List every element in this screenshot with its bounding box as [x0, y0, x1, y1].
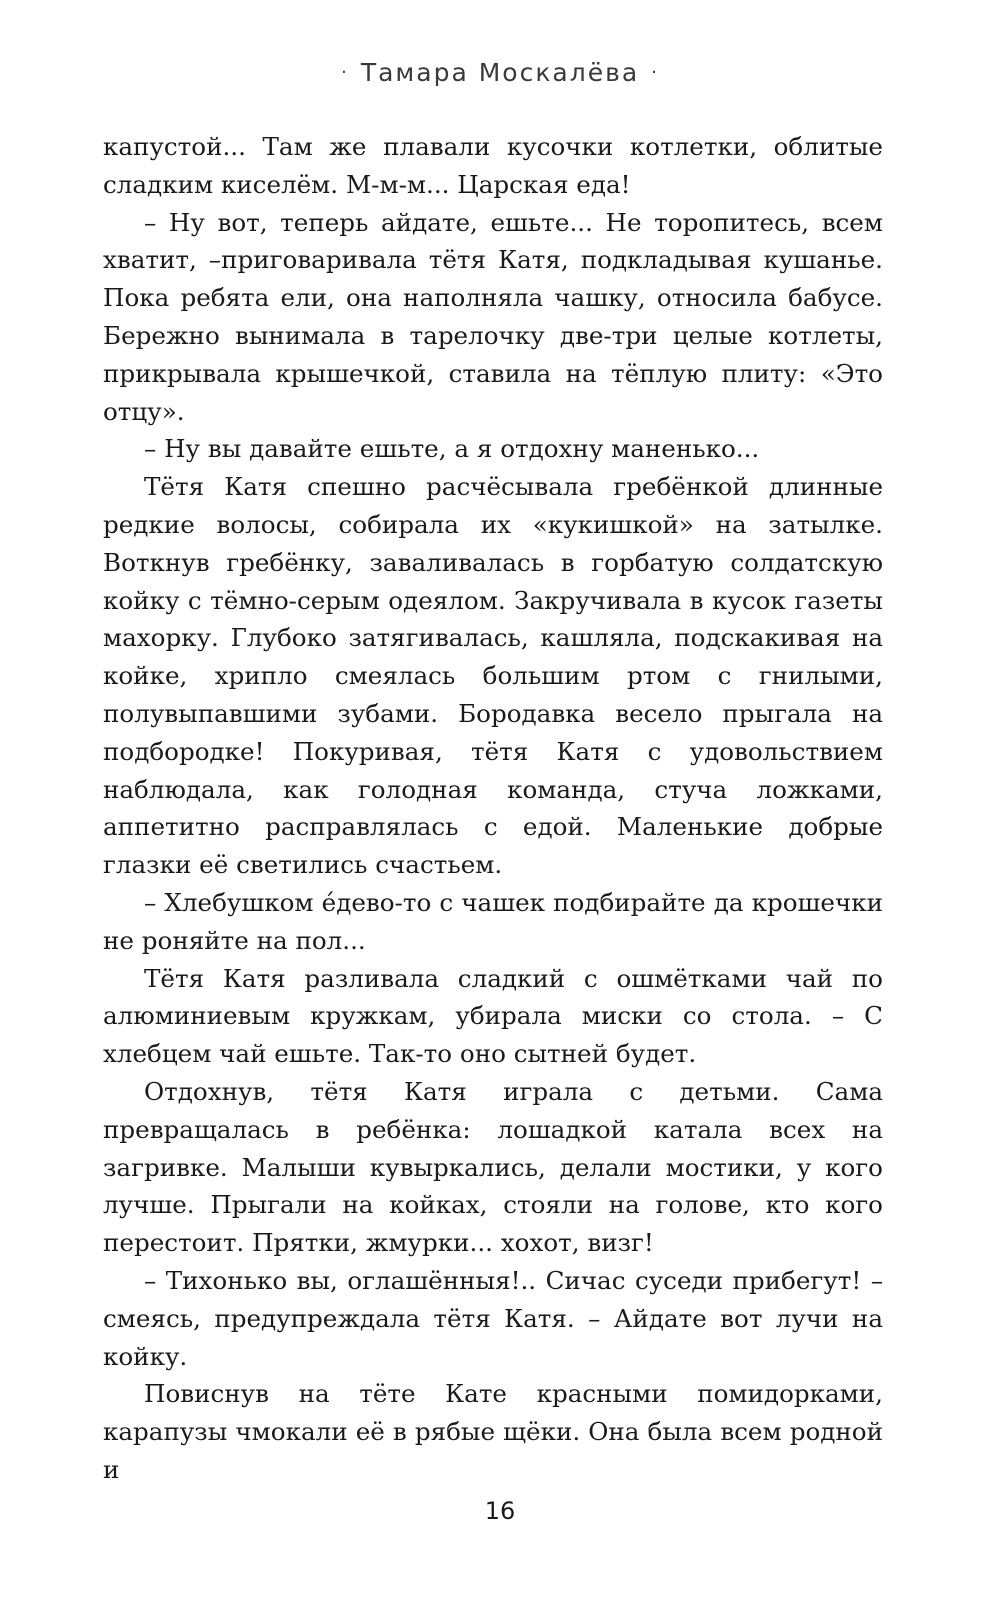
paragraph-8: – Тихонько вы, оглашённыя!.. Сичас суседи прибегут! – смеясь, предупреждала тётя Катя. – Айдате вот лучи на койку.	[103, 1265, 883, 1371]
paragraph-9: Повиснув на тёте Кате красными помидорками, карапузы чмокали её в рябые щёки. Она была всем родной и	[103, 1379, 883, 1484]
author-name: Тамара Москалёва	[360, 58, 640, 87]
page-number: 16	[484, 1497, 516, 1525]
bullet-right: ·	[651, 61, 659, 83]
paragraph-5: – Хлебушком е́дево-то с чашек подбирайте да крошечки не роняйте на пол...	[103, 887, 883, 955]
paragraph-6: Тётя Катя разливала сладкий с ошмётками чай по алюминиевым кружкам, убирала миски со стола. – С хлебцем чай ешьте. Так-то оно сытней будет.	[103, 963, 883, 1069]
bullet-left: ·	[341, 61, 349, 83]
paragraph-3: – Ну вы давайте ешьте, а я отдохну маненько...	[144, 434, 760, 464]
running-head	[0, 58, 1000, 87]
paragraph-2: – Ну вот, теперь айдате, ешьте... Не торопитесь, всем хватит, –приговаривала тётя Катя, подкладывая кушанье. Пока ребята ели, она наполняла чашку, относила бабусе. Бережно вынимала в тарелочку две-три целые котлеты, прикрывала крышечкой, ставила на тёплую плиту: «Это отцу».	[103, 207, 883, 426]
paragraph-7: Отдохнув, тётя Катя играла с детьми. Сама превращалась в ребёнка: лошадкой катала всех на загривке. Малыши кувыркались, делали мостики, у кого лучше. Прыгали на койках, стояли на голове, кто кого перестоит. Прятки, жмурки... хохот, визг!	[103, 1076, 883, 1258]
paragraph-4: Тётя Катя спешно расчёсывала гребёнкой длинные редкие волосы, собирала их «кукишкой» на затылке. Воткнув гребёнку, заваливалась в горбатую солдатскую койку с тёмно-серым одеялом. Закручивала в кусок газеты махорку. Глубоко затягивалась, кашляла, подскакивая на койке, хрипло смеялась большим ртом с гнилыми, полувыпавшими зубами. Бородавка весело прыгала на подбородке! Покуривая, тётя Катя с удовольствием наблюдала, как голодная команда, стуча ложками, аппетитно расправлялась с едой. Маленькие добрые глазки её светились счастьем.	[103, 472, 883, 880]
paragraph-1: капустой... Там же плавали кусочки котлетки, облитые сладким киселём. М-м-м... Царская еда!	[103, 132, 883, 199]
body-text	[103, 128, 883, 1489]
